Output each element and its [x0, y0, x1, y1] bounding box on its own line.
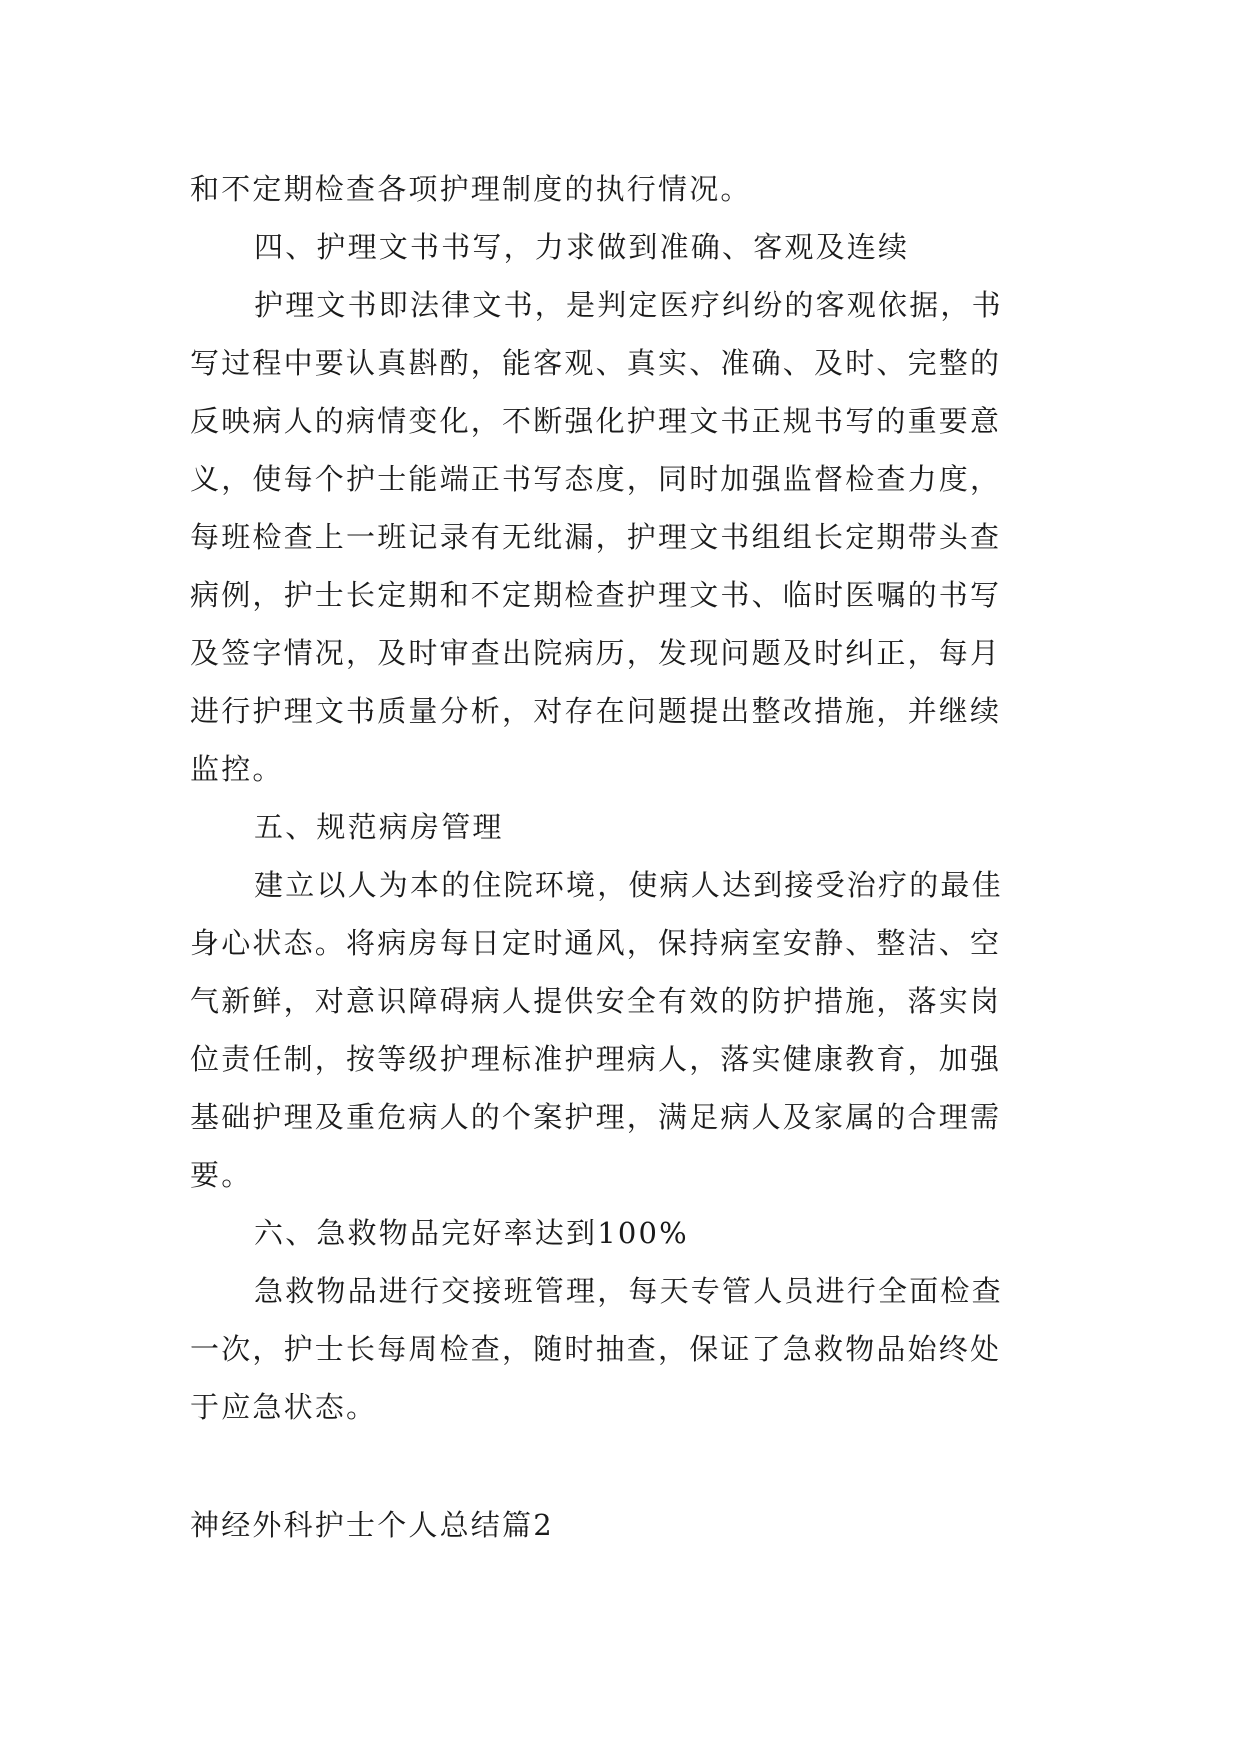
text-line: 急救物品进行交接班管理，每天专管人员进行全面检查: [254, 1274, 1003, 1308]
spacer: [190, 1436, 1056, 1496]
text-line: 监控。: [190, 752, 284, 786]
text-line: 护理文书即法律文书，是判定医疗纠纷的客观依据，书: [254, 288, 1003, 322]
text-line: 一次，护士长每周检查，随时抽查，保证了急救物品始终处: [190, 1332, 1002, 1366]
text-line: 要。: [190, 1158, 253, 1192]
section-heading-4: 四、护理文书书写，力求做到准确、客观及连续: [254, 230, 910, 264]
text-line: 身心状态。将病房每日定时通风，保持病室安静、整洁、空: [190, 926, 1002, 960]
text-line: 位责任制，按等级护理标准护理病人，落实健康教育，加强: [190, 1042, 1002, 1076]
text-line: 气新鲜，对意识障碍病人提供安全有效的防护措施，落实岗: [190, 984, 1002, 1018]
section-heading-5: 五、规范病房管理: [254, 810, 504, 844]
text-line: 基础护理及重危病人的个案护理，满足病人及家属的合理需: [190, 1100, 1002, 1134]
text-line: 每班检查上一班记录有无纰漏，护理文书组组长定期带头查: [190, 520, 1002, 554]
text-line: 及签字情况，及时审查出院病历，发现问题及时纠正，每月: [190, 636, 1002, 670]
text-line: 于应急状态。: [190, 1390, 378, 1424]
text-line: 写过程中要认真斟酌，能客观、真实、准确、及时、完整的: [190, 346, 1002, 380]
text-line: 病例，护士长定期和不定期检查护理文书、临时医嘱的书写: [190, 578, 1002, 612]
section-title: 神经外科护士个人总结篇2: [190, 1508, 554, 1542]
text-line: 反映病人的病情变化，不断强化护理文书正规书写的重要意: [190, 404, 1002, 438]
text-line: 和不定期检查各项护理制度的执行情况。: [190, 172, 752, 206]
text-line: 建立以人为本的住院环境，使病人达到接受治疗的最佳: [254, 868, 1003, 902]
document-body: [190, 160, 1056, 1554]
section-heading-6: 六、急救物品完好率达到100%: [254, 1216, 689, 1250]
text-line: 进行护理文书质量分析，对存在问题提出整改措施，并继续: [190, 694, 1002, 728]
text-line: 义，使每个护士能端正书写态度，同时加强监督检查力度，: [190, 462, 1002, 496]
